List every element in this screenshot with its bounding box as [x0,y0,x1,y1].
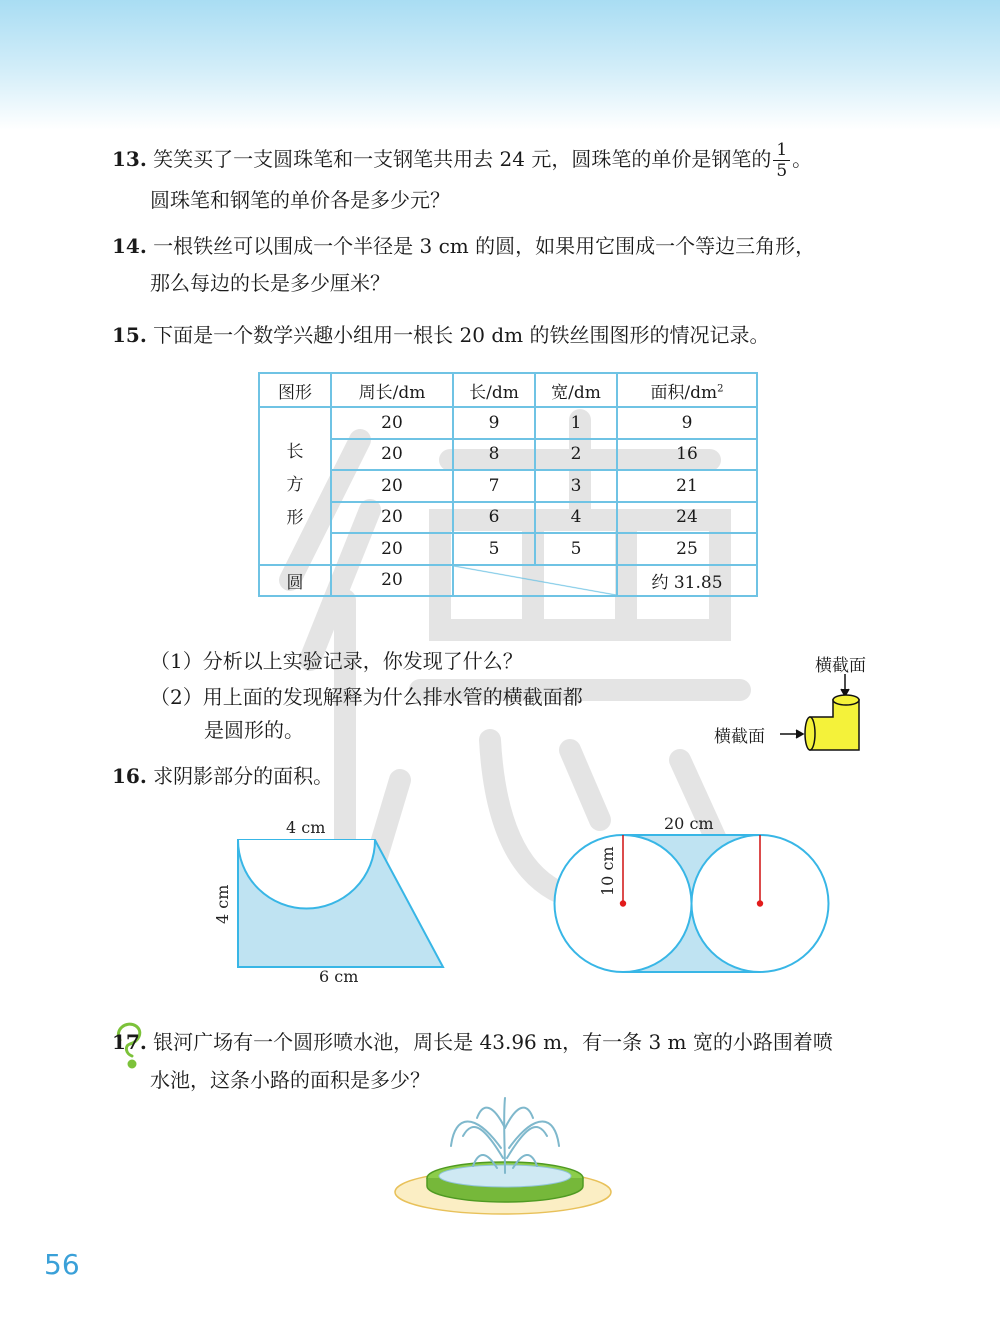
question-text: 银河广场有一个圆形喷水池，周长是 43.96 m，有一条 3 m 宽的小路围着喷 [153,1030,833,1054]
table-row-circle [259,565,757,597]
label-bottom: 6 cm [319,967,359,986]
question-text: 笑笑买了一支圆珠笔和一支钢笔共用去 24 元，圆珠笔的单价是钢笔的 [153,147,772,171]
table-cell: 圆 [259,565,331,597]
table-row [259,407,757,439]
table-cell: 3 [535,470,617,502]
table-cell: 24 [617,502,757,534]
label-radius: 10 cm [598,846,617,896]
table-row [259,533,757,565]
question-number: 16. [112,764,147,788]
label-left: 4 cm [213,884,232,924]
record-table [258,372,758,597]
table-header: 宽/dm [535,373,617,407]
table-cell: 2 [535,439,617,471]
pipe-figure [775,672,865,752]
table-cell: 5 [535,533,617,565]
pipe-label-top: 横截面 [815,656,866,676]
figure-two-circles [540,808,840,978]
sub-question-1: （1）分析以上实验记录，你发现了什么？ [150,649,523,673]
header-band [0,0,1000,130]
table-cell-diagonal [453,565,617,597]
table-cell: 20 [331,565,453,597]
table-cell: 6 [453,502,535,534]
rect-label-cell: 长 方 形 [259,407,331,565]
table-row [259,439,757,471]
page-number: 56 [44,1248,80,1281]
question-14 [112,228,815,264]
question-16 [112,758,333,794]
table-header: 面积$/dm^2$ [617,373,757,407]
pipe-label-left: 横截面 [714,727,765,747]
table-header: 图形 [259,373,331,407]
fraction: $\frac{1}{5}$ [773,140,790,181]
question-number: 14. [112,234,147,258]
label-top: 4 cm [286,818,326,837]
question-number: 15. [112,323,147,347]
table-cell: 20 [331,470,453,502]
table-row [259,502,757,534]
question-text: 一根铁丝可以围成一个半径是 3 cm 的圆，如果用它围成一个等边三角形， [153,234,816,258]
table-header: 长/dm [453,373,535,407]
sub-question-2-line2: 是圆形的。 [204,718,304,742]
question-text: 求阴影部分的面积。 [153,764,334,788]
question-15 [112,317,769,353]
question-13-line2: 圆珠笔和钢笔的单价各是多少元？ [150,188,450,212]
question-number: 13. [112,147,147,171]
table-cell: 1 [535,407,617,439]
figure-trapezoid [200,810,460,990]
table-cell: 25 [617,533,757,565]
question-text: 下面是一个数学兴趣小组用一根长 20 dm 的铁丝围图形的情况记录。 [153,323,770,347]
sub-question-2: （2）用上面的发现解释为什么排水管的横截面都 [150,685,583,709]
table-cell: 7 [453,470,535,502]
question-14-line2: 那么每边的长是多少厘米？ [150,271,390,295]
table-cell: 4 [535,502,617,534]
table-header: 周长/dm [331,373,453,407]
table-cell: 8 [453,439,535,471]
question-13: 13. 笑笑买了一支圆珠笔和一支钢笔共用去 24 元，圆珠笔的单价是钢笔的 $\frac{1}{5}$ 。 [112,140,813,181]
table-cell: 9 [617,407,757,439]
table-cell: 约 31.85 [617,565,757,597]
label-top: 20 cm [664,814,714,833]
fountain-illustration [393,1088,613,1218]
question-17-line2: 水池，这条小路的面积是多少？ [150,1068,430,1092]
table-cell: 5 [453,533,535,565]
question-17 [112,1024,833,1060]
table-cell: 20 [331,502,453,534]
table-cell: 9 [453,407,535,439]
table-cell: 16 [617,439,757,471]
table-cell: 20 [331,533,453,565]
table-cell: 20 [331,439,453,471]
table-cell: 20 [331,407,453,439]
table-header-row [259,373,757,407]
table-cell: 21 [617,470,757,502]
table-row [259,470,757,502]
question-number: 17. [112,1030,147,1054]
